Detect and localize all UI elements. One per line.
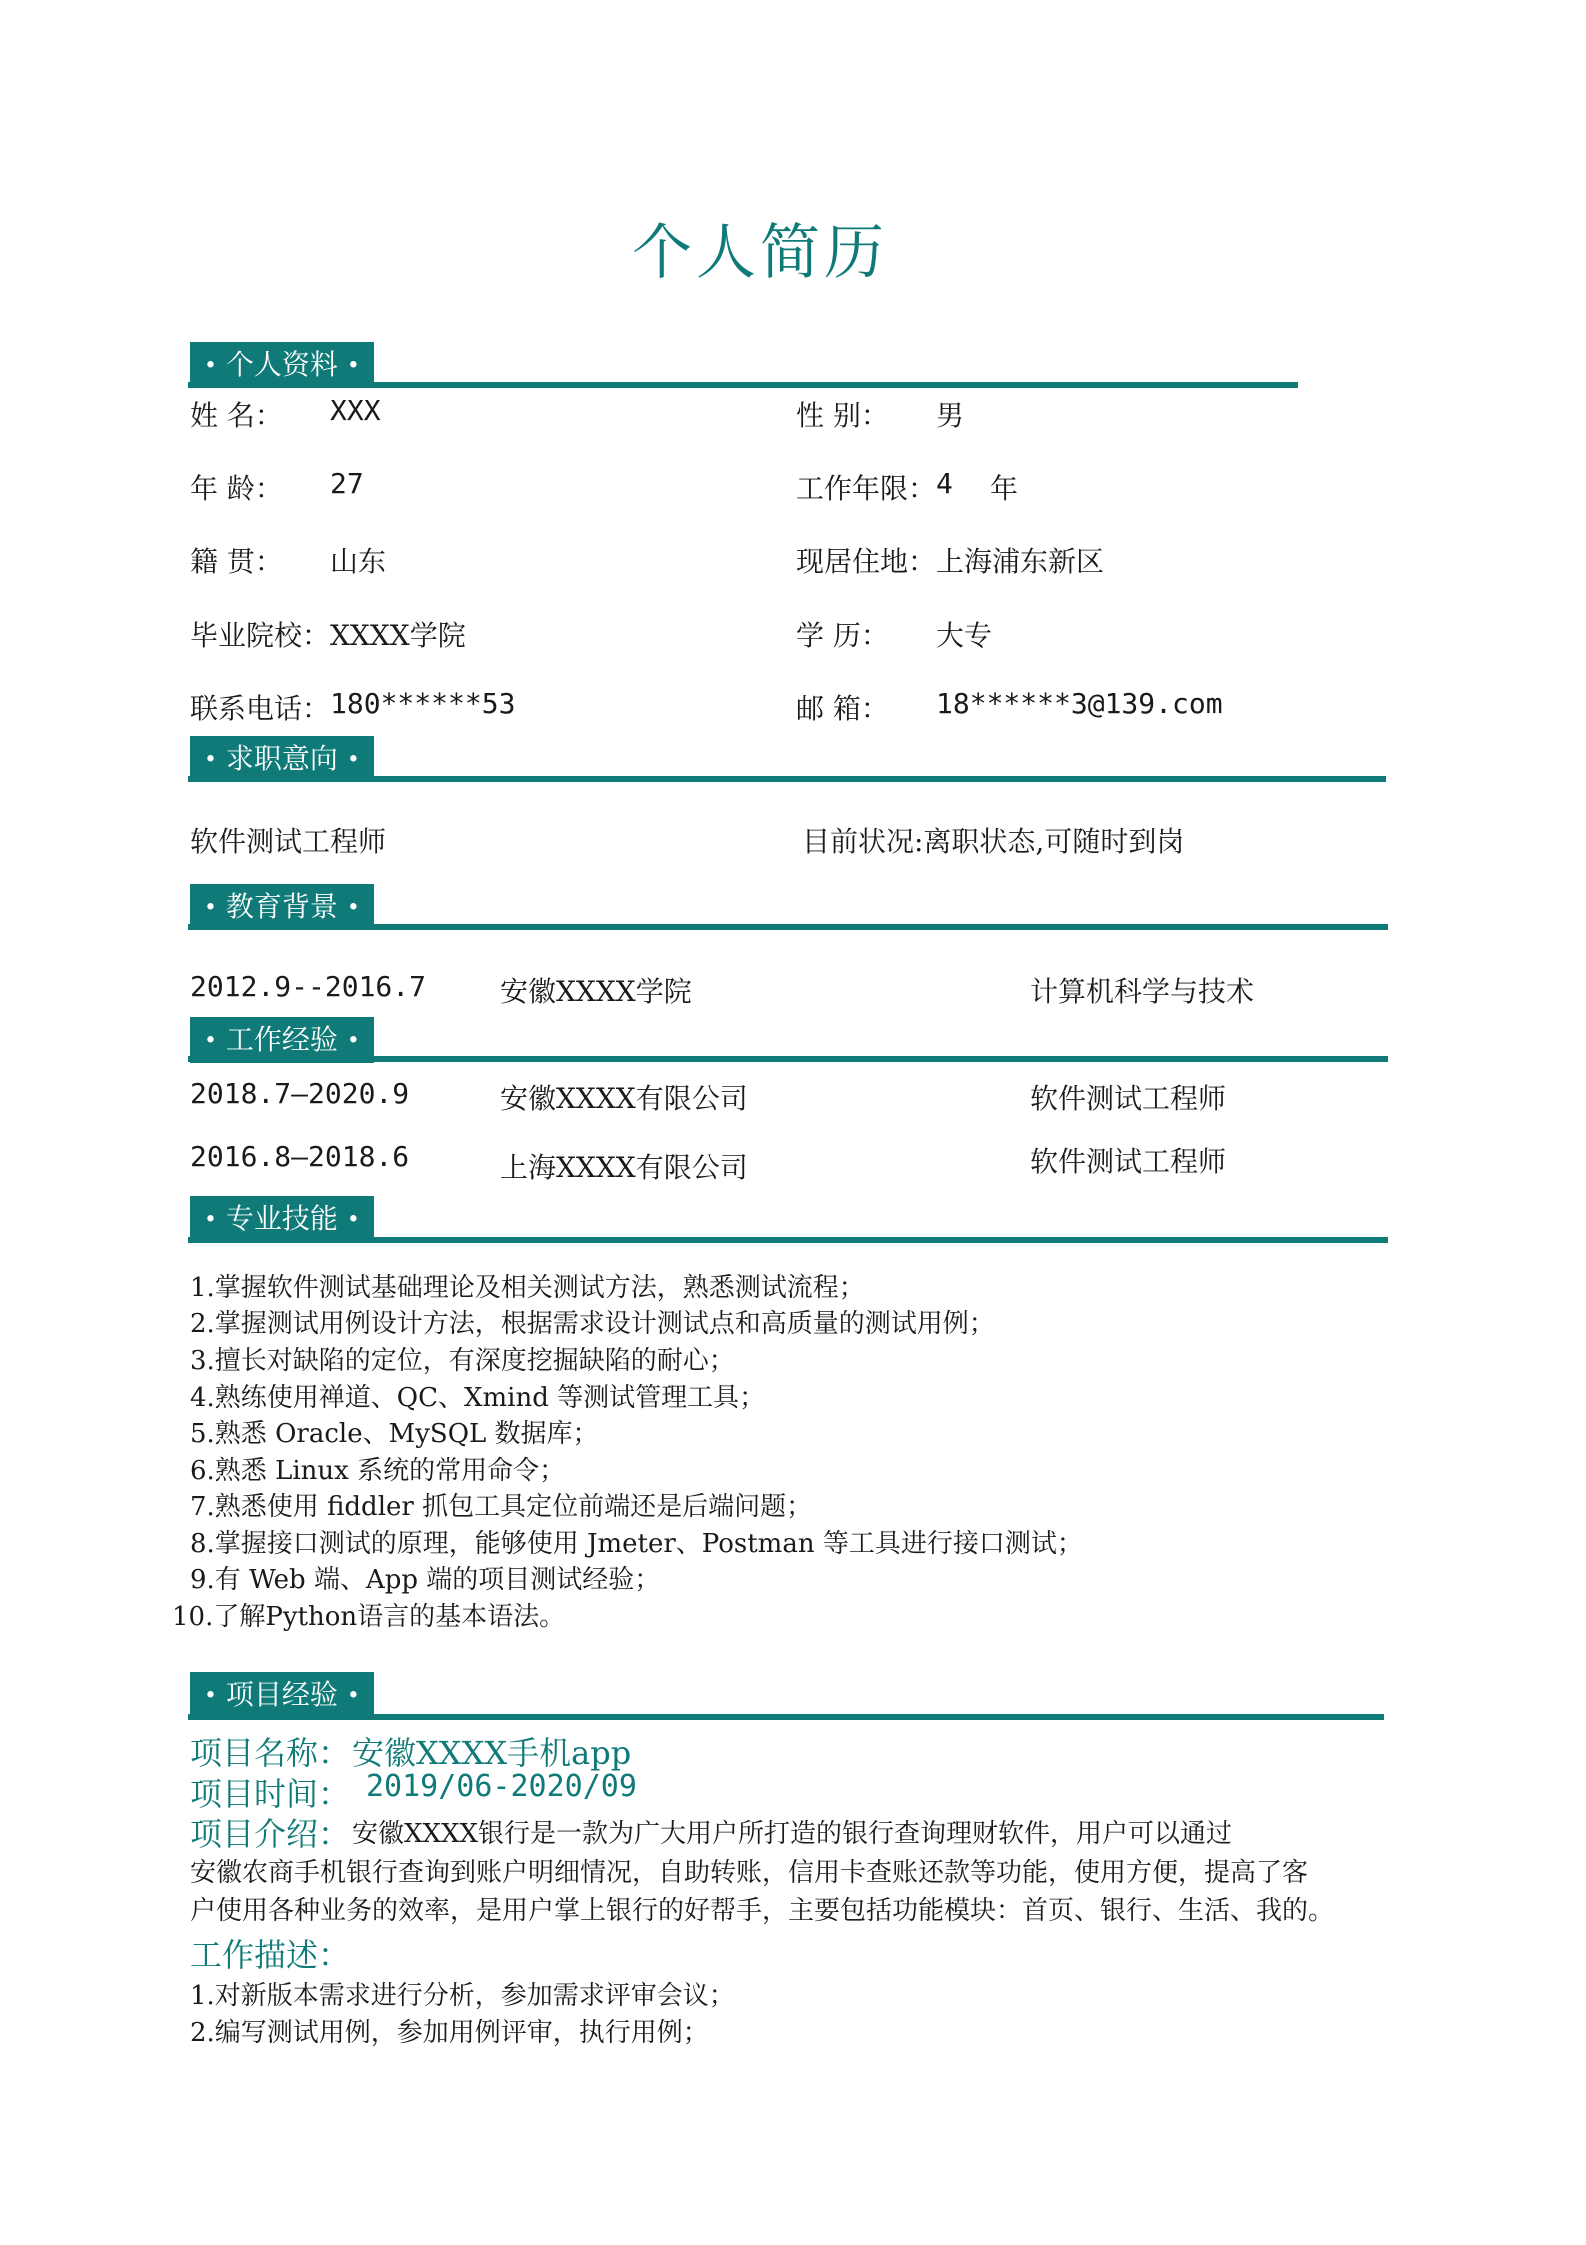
education-period: 2012.9--2016.7 — [190, 970, 427, 1003]
gender-value: 男 — [936, 399, 965, 432]
skill-item: 3.擅长对缺陷的定位，有深度挖掘缺陷的耐心； — [190, 1346, 735, 1376]
email-label: 邮 箱： — [796, 692, 889, 725]
work-years-value: 4 — [936, 467, 953, 500]
section-divider — [188, 382, 1298, 388]
project-desc-item: 2.编写测试用例，参加用例评审，执行用例； — [190, 2018, 709, 2048]
work-company: 上海XXXX有限公司 — [500, 1151, 748, 1184]
project-name-label: 项目名称： — [190, 1734, 351, 1772]
work-company: 安徽XXXX有限公司 — [500, 1082, 748, 1115]
skill-item: 1.掌握软件测试基础理论及相关测试方法，熟悉测试流程； — [190, 1273, 865, 1303]
origin-label: 籍 贯： — [190, 545, 283, 578]
project-intro-line: 安徽农商手机银行查询到账户明细情况，自助转账，信用卡查账还款等功能，使用方便，提高了客 — [190, 1858, 1309, 1888]
section-title-personal: 个人资料 — [225, 348, 338, 381]
project-name-value: 安徽XXXX手机app — [352, 1734, 632, 1772]
bullet-icon: • — [204, 1683, 217, 1709]
intent-status: 目前状况:离职状态,可随时到岗 — [802, 825, 1185, 858]
section-tab-skills — [190, 1196, 374, 1242]
work-period: 2018.7—2020.9 — [190, 1077, 410, 1110]
bullet-icon: • — [346, 1207, 360, 1233]
work-years-unit: 年 — [990, 472, 1019, 505]
residence-label: 现居住地： — [796, 545, 937, 578]
section-title-intent: 求职意向 — [225, 742, 338, 775]
email-value: 18******3@139.com — [936, 687, 1223, 720]
project-desc-label: 工作描述： — [190, 1936, 351, 1974]
section-title-education: 教育背景 — [225, 890, 338, 923]
degree-label: 学 历： — [796, 619, 889, 652]
skill-item: 8.掌握接口测试的原理，能够使用 Jmeter、Postman 等工具进行接口测试； — [190, 1529, 1083, 1559]
skill-item: 7.熟悉使用 fiddler 抓包工具定位前端还是后端问题； — [190, 1492, 813, 1522]
skill-item: 5.熟悉 Oracle、MySQL 数据库； — [190, 1419, 599, 1449]
section-title-skills: 专业技能 — [225, 1202, 338, 1235]
name-value: XXX — [330, 394, 381, 427]
bullet-icon: • — [204, 353, 217, 379]
residence-value: 上海浦东新区 — [936, 545, 1105, 578]
section-divider — [188, 1056, 1388, 1062]
work-role: 软件测试工程师 — [1030, 1145, 1227, 1178]
project-intro-label: 项目介绍： — [190, 1815, 351, 1853]
section-divider — [188, 924, 1388, 930]
page-title: 个人简历 — [632, 218, 888, 288]
work-years-label: 工作年限： — [796, 472, 937, 505]
skill-item: 2.掌握测试用例设计方法，根据需求设计测试点和高质量的测试用例； — [190, 1309, 995, 1339]
section-divider — [188, 776, 1386, 782]
age-value: 27 — [330, 467, 364, 500]
skill-item: 6.熟悉 Linux 系统的常用命令； — [190, 1456, 566, 1486]
project-intro-line: 安徽XXXX银行是一款为广大用户所打造的银行查询理财软件，用户可以通过 — [352, 1819, 1233, 1849]
bullet-icon: • — [346, 1028, 360, 1054]
section-tab-project — [190, 1672, 374, 1718]
name-label: 姓 名： — [190, 399, 283, 432]
phone-label: 联系电话： — [190, 692, 331, 725]
skill-item: 10.了解Python语言的基本语法。 — [172, 1602, 566, 1632]
bullet-icon: • — [346, 353, 360, 379]
work-role: 软件测试工程师 — [1030, 1082, 1227, 1115]
work-period: 2016.8—2018.6 — [190, 1140, 410, 1173]
bullet-icon: • — [204, 895, 217, 921]
project-time-label: 项目时间： — [190, 1775, 351, 1813]
age-label: 年 龄： — [190, 472, 283, 505]
education-major: 计算机科学与技术 — [1030, 975, 1255, 1008]
skill-item: 4.熟练使用禅道、QC、Xmind 等测试管理工具； — [190, 1383, 766, 1413]
section-divider — [188, 1237, 1388, 1243]
phone-value: 180******53 — [330, 687, 516, 720]
bullet-icon: • — [204, 747, 217, 773]
intent-position: 软件测试工程师 — [190, 825, 387, 858]
section-divider — [188, 1714, 1384, 1720]
school-value: XXXX学院 — [330, 619, 466, 652]
gender-label: 性 别： — [796, 399, 889, 432]
section-title-project: 项目经验 — [225, 1678, 338, 1711]
section-title-work: 工作经验 — [225, 1023, 338, 1056]
origin-value: 山东 — [330, 545, 387, 578]
bullet-icon: • — [204, 1207, 217, 1233]
degree-value: 大专 — [936, 619, 993, 652]
project-intro-line: 户使用各种业务的效率，是用户掌上银行的好帮手，主要包括功能模块：首页、银行、生活、我的。 — [190, 1896, 1335, 1926]
project-desc-item: 1.对新版本需求进行分析，参加需求评审会议； — [190, 1981, 735, 2011]
bullet-icon: • — [204, 1028, 217, 1054]
project-time-value: 2019/06-2020/09 — [366, 1769, 637, 1804]
skill-item: 9.有 Web 端、App 端的项目测试经验； — [190, 1565, 661, 1595]
bullet-icon: • — [346, 747, 360, 773]
education-school: 安徽XXXX学院 — [500, 975, 692, 1008]
bullet-icon: • — [346, 895, 360, 921]
bullet-icon: • — [346, 1683, 360, 1709]
school-label: 毕业院校： — [190, 619, 331, 652]
